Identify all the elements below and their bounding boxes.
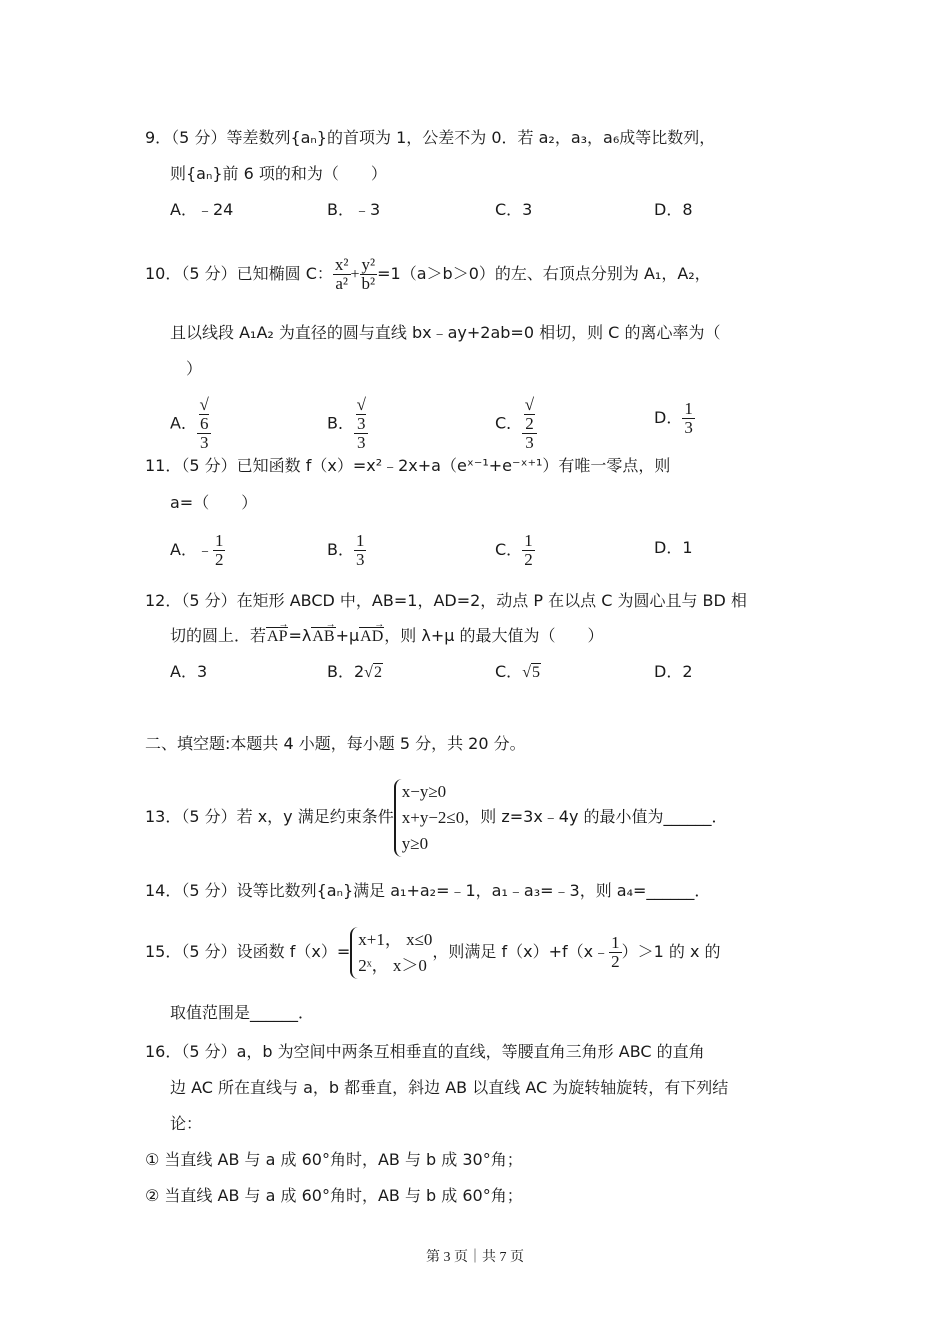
- q12-option-b-rad: 2: [373, 664, 382, 681]
- q11-option-c: [495, 528, 535, 572]
- q10-option-b-label: B．: [327, 413, 354, 433]
- q10-line3: ）: [186, 359, 203, 378]
- q11-line1: 11．（5 分）已知函数 f（x）=x²﹣2x+a（eˣ⁻¹+e⁻ˣ⁺¹）有唯一零点，则: [145, 456, 671, 475]
- q10-frac1-den: a²: [335, 274, 349, 293]
- q13-prefix: 13．（5 分）若 x，y 满足约束条件: [145, 807, 394, 826]
- q10-option-a-label: A．: [170, 413, 197, 433]
- q10-option-c: [495, 396, 537, 452]
- q9-option-b: B．﹣3: [327, 200, 381, 219]
- q11-option-a-frac: [213, 532, 226, 569]
- q10-frac1-num: x²: [334, 255, 349, 274]
- q15-fraction: [609, 934, 622, 971]
- q15-line1: [145, 924, 721, 980]
- q11-option-b-frac: [354, 532, 367, 569]
- q12-line2-suffix: ，则 λ+μ 的最大值为（ ）: [384, 626, 604, 645]
- q10-option-a-num: √ 6: [197, 396, 212, 434]
- q9-option-d: D．8: [654, 200, 693, 219]
- q12-option-b-sqrt: √2: [364, 664, 382, 681]
- q11-option-b-label: B．: [327, 540, 354, 559]
- q15-suffix: ）＞1 的 x 的: [621, 942, 721, 961]
- q12-vector-ad: [359, 619, 385, 647]
- q12-line1: 12．（5 分）在矩形 ABCD 中，AB=1，AD=2，动点 P 在以点 C 为圆心且与 BD 相: [145, 591, 747, 610]
- q10-frac2-den: b²: [361, 274, 376, 293]
- q9-option-a: A．﹣24: [170, 200, 234, 219]
- q12-option-b-label: B．2: [327, 662, 365, 681]
- q12-vec-ap-text: AP: [267, 628, 288, 645]
- q16-item-2: ② 当直线 AB 与 a 成 60°角时，AB 与 b 成 60°角；: [145, 1186, 523, 1205]
- q13-constraint-3: y≥0: [401, 833, 429, 853]
- q10-option-d-frac: [682, 400, 695, 437]
- q12-arrow-icon: →: [374, 619, 385, 630]
- q13-constraint-2: x+y−2≤0: [401, 807, 465, 827]
- q10-plus: +: [350, 266, 360, 283]
- q10-option-d-num: 1: [684, 399, 693, 418]
- q10-option-c-rad: 2: [525, 414, 534, 433]
- q12-line2-prefix: 切的圆上．若: [170, 626, 267, 645]
- q12-vec-ab-text: AB: [312, 628, 335, 645]
- q11-option-a-sign: ﹣: [196, 540, 213, 559]
- q15-prefix: 15．（5 分）设函数 f（x）=: [145, 942, 351, 961]
- q16-line3: 论：: [170, 1114, 203, 1133]
- q11-option-c-frac: [522, 532, 535, 569]
- q11-option-a: [170, 528, 225, 572]
- q15-frac-num: 1: [611, 933, 620, 952]
- q12-option-c-sqrt: √5: [522, 664, 540, 681]
- q11-option-b: [327, 528, 366, 572]
- q12-option-b: [327, 662, 383, 683]
- q11-option-a-den: 2: [214, 550, 224, 569]
- q11-option-c-den: 2: [524, 550, 533, 569]
- q10-option-b: [327, 396, 368, 452]
- q12-option-c-label: C．: [495, 662, 523, 681]
- q10-option-c-frac: [522, 396, 537, 452]
- q12-arrow-icon: →: [325, 619, 336, 630]
- q11-option-d: D．1: [654, 538, 693, 557]
- q10-suffix: =1（a＞b＞0）的左、右顶点分别为 A₁，A₂，: [377, 264, 711, 283]
- q13-constraint-1: x−y≥0: [401, 781, 447, 801]
- q10-option-c-den: 3: [525, 433, 534, 452]
- q12-option-c-rad: 5: [531, 664, 540, 681]
- q11-option-b-num: 1: [355, 531, 365, 550]
- q12-option-a: A．3: [170, 662, 208, 681]
- q10-option-b-frac: [354, 396, 369, 452]
- q12-eq-lambda: =λ: [288, 626, 312, 645]
- q15-case-1: x+1， x≤0: [358, 929, 433, 949]
- q10-line2: 且以线段 A₁A₂ 为直径的圆与直线 bx﹣ay+2ab=0 相切，则 C 的离心率为（: [170, 323, 721, 342]
- q15-frac-den: 2: [611, 952, 620, 971]
- section-heading: 二、填空题:本题共 4 小题，每小题 5 分，共 20 分。: [145, 734, 526, 753]
- q15-mid: ，则满足 f（x）+f（x﹣: [432, 942, 610, 961]
- q10-frac2-num: y²: [361, 255, 376, 274]
- q15-case-2: 2ˣ， x＞0: [358, 955, 427, 975]
- q11-line2: a=（ ）: [170, 493, 258, 512]
- q10-option-d-label: D．: [654, 408, 683, 427]
- q14-line: 14．（5 分）设等比数列{aₙ}满足 a₁+a₂=﹣1，a₁﹣a₃=﹣3，则 a₄=______．: [145, 881, 711, 900]
- q11-option-b-den: 3: [355, 550, 365, 569]
- q12-option-c: [495, 662, 541, 683]
- q11-option-c-num: 1: [524, 531, 533, 550]
- q12-vector-ab: [311, 619, 336, 647]
- q11-option-a-num: 1: [214, 531, 224, 550]
- q10-option-b-num: √ 3: [354, 396, 369, 434]
- q9-option-c: C．3: [495, 200, 533, 219]
- q12-vec-ad-text: AD: [360, 628, 384, 645]
- q11-option-a-label: A．: [170, 540, 197, 559]
- q10-option-a: [170, 396, 211, 452]
- q10-line1: [145, 244, 711, 304]
- q12-vector-ap: [266, 619, 289, 647]
- q9-line1: 9．（5 分）等差数列{aₙ}的首项为 1，公差不为 0．若 a₂，a₃，a₆成等比数列，: [145, 128, 716, 147]
- q10-fraction-x: [333, 256, 351, 293]
- q13-constraint-system: [394, 779, 465, 857]
- q10-option-c-num: √ 2: [522, 396, 537, 434]
- q12-plus-mu: +μ: [335, 626, 360, 645]
- q11-option-c-label: C．: [495, 540, 523, 559]
- q15-piecewise: [350, 927, 432, 979]
- q13-line: [145, 776, 728, 858]
- q9-line2: 则{aₙ}前 6 项的和为（ ）: [170, 164, 387, 183]
- q10-option-c-label: C．: [495, 413, 523, 433]
- q10-option-a-frac: [197, 396, 212, 452]
- q10-option-b-rad: 3: [356, 414, 366, 433]
- q12-arrow-icon: →: [278, 619, 289, 630]
- q10-option-a-rad: 6: [199, 414, 209, 433]
- q12-option-d: D．2: [654, 662, 693, 681]
- q16-line1: 16．（5 分）a，b 为空间中两条互相垂直的直线，等腰直角三角形 ABC 的直角: [145, 1042, 705, 1061]
- q12-line2: [170, 619, 604, 647]
- q16-item-1: ① 当直线 AB 与 a 成 60°角时，AB 与 b 成 30°角；: [145, 1150, 523, 1169]
- q10-option-b-den: 3: [356, 433, 366, 452]
- q13-suffix: ，则 z=3x﹣4y 的最小值为______．: [464, 807, 728, 826]
- q10-option-d-den: 3: [684, 418, 693, 437]
- page-footer: 第 3 页｜共 7 页: [426, 1250, 524, 1265]
- q15-line2: 取值范围是______．: [170, 1003, 315, 1022]
- q10-prefix: 10．（5 分）已知椭圆 C：: [145, 264, 333, 283]
- q10-fraction-y: [360, 256, 378, 293]
- q10-option-d: [654, 396, 695, 440]
- q16-line2: 边 AC 所在直线与 a，b 都垂直，斜边 AB 以直线 AC 为旋转轴旋转，有下列结: [170, 1078, 729, 1097]
- q10-option-a-den: 3: [199, 433, 209, 452]
